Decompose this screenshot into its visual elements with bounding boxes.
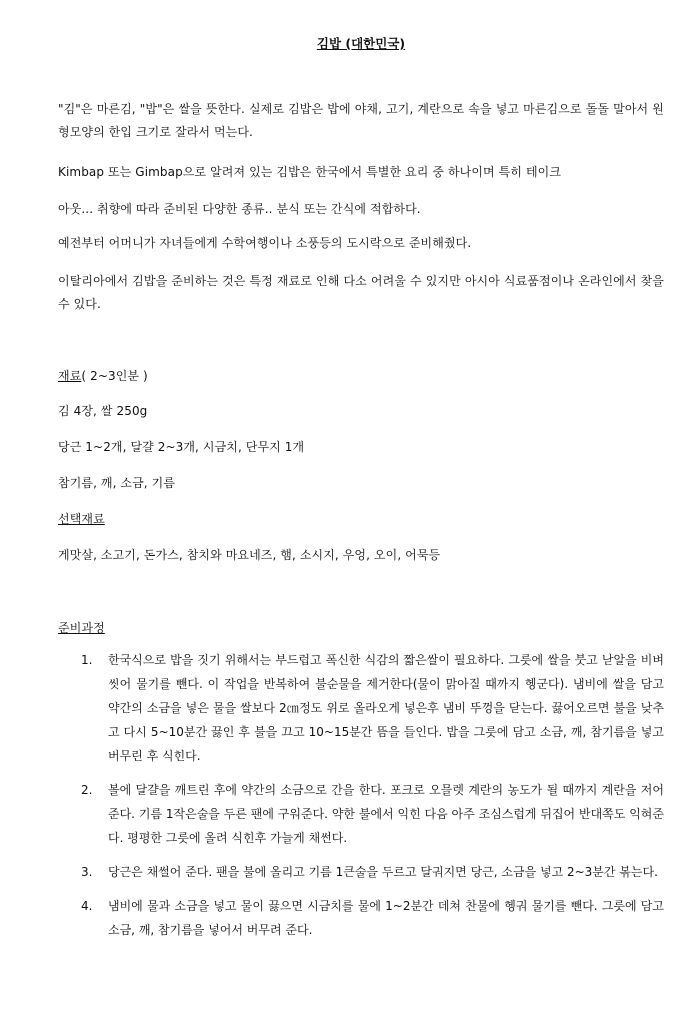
preparation-steps	[58, 648, 664, 952]
preparation-heading: 준비과정	[58, 621, 105, 635]
intro-paragraph-3: 아웃... 취향에 따라 준비된 다양한 종류.. 분식 또는 간식에 적합하다.	[58, 202, 421, 216]
step-number: 2.	[81, 783, 93, 797]
ingredients-heading-line	[58, 365, 664, 388]
ingredient-line-2: 당근 1~2개, 달걀 2~3개, 시금치, 단무지 1개	[58, 440, 305, 454]
intro-paragraph-4: 예전부터 어머니가 자녀들에게 수학여행이나 소풍등의 도시락으로 준비해줬다.	[58, 236, 472, 250]
intro-paragraph-1: "김"은 마른김, "밥"은 쌀을 뜻한다. 실제로 김밥은 밥에 야채, 고기, 계란으로 속을 넣고 마른김으로 돌돌 말아서 원형모양의 한입 크기로 잘라서 먹는다.	[58, 102, 664, 139]
intro-paragraph-5: 이탈리아에서 김밥을 준비하는 것은 특정 재료로 인해 다소 어려울 수 있지만 아시아 식료품점이나 온라인에서 찾을수 있다.	[58, 274, 664, 311]
intro-paragraph-2: Kimbap 또는 Gimbap으로 알려져 있는 김밥은 한국에서 특별한 요리 중 하나이며 특히 테이크	[58, 165, 562, 179]
ingredients-heading: 재료	[58, 369, 82, 383]
step-number: 1.	[81, 653, 93, 667]
ingredient-line-3: 참기름, 깨, 소금, 기름	[58, 476, 176, 490]
step-text: 당근은 채썰어 준다. 팬을 불에 올리고 기름 1큰술을 두르고 달궈지면 당근, 소금을 넣고 2~3분간 볶는다.	[108, 865, 658, 879]
step-text: 한국식으로 밥을 짓기 위해서는 부드럽고 폭신한 식감의 짧은쌀이 필요하다. 그릇에 쌀을 붓고 낟알을 비벼 씻어 물기를 뺀다. 이 작업을 반복하여 불순물을 제거한다(물이 맑아질 때까지 헹군다). 냄비에 쌀을 담고 약간의 소금을 넣은 물을 쌀보다 2㎝정도 위로 올라오게 넣은후 냄비 뚜껑을 닫는다. 끓어오르면 불을 낮추고 다시 5~10분간 끓인 후 불을 끄고 10~15분간 뜸을 들인다. 밥을 그릇에 담고 소금, 깨, 참기름을 넣고 버무린 후 식힌다.	[108, 653, 664, 763]
list-item	[58, 648, 664, 768]
ingredient-line-1: 김 4장, 쌀 250g	[58, 404, 148, 418]
list-item	[58, 894, 664, 942]
list-item	[58, 860, 664, 884]
list-item	[58, 778, 664, 850]
step-number: 4.	[81, 899, 93, 913]
step-text: 볼에 달걀을 깨트린 후에 약간의 소금으로 간을 한다. 포크로 오믈렛 계란의 농도가 될 때까지 계란을 저어준다. 기름 1작은술을 두른 팬에 구워준다. 약한 불에서 익힌 다음 아주 조심스럽게 뒤집어 반대쪽도 익혀준다. 평평한 그릇에 올려 식힌후 가늘게 채썬다.	[108, 783, 664, 845]
page-title: 김밥 (대한민국)	[316, 36, 406, 51]
step-number: 3.	[81, 865, 93, 879]
ingredients-servings: ( 2~3인분 )	[81, 369, 148, 383]
optional-ingredients: 게맛살, 소고기, 돈가스, 참치와 마요네즈, 햄, 소시지, 우엉, 오이, 어묵등	[58, 548, 441, 562]
step-text: 냄비에 물과 소금을 넣고 물이 끓으면 시금치를 물에 1~2분간 데쳐 찬물에 헹궈 물기를 뺀다. 그릇에 담고 소금, 깨, 참기름을 넣어서 버무려 준다.	[108, 899, 664, 937]
optional-heading: 선택재료	[58, 512, 105, 526]
